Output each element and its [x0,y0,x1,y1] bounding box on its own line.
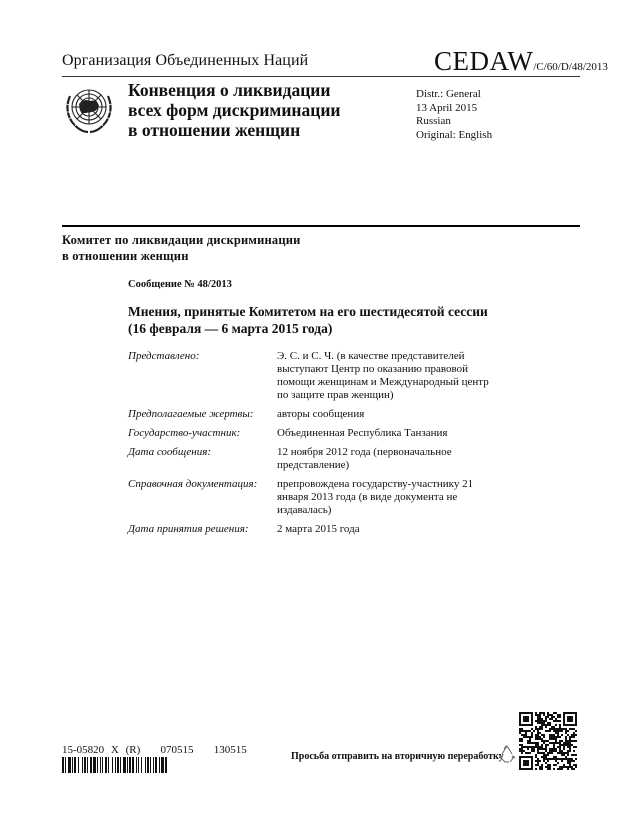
field-row-submitted-by [128,350,498,402]
header-rule [62,76,580,77]
distribution-block [416,88,492,142]
convention-title [128,80,341,140]
field-value: препровождена государству-участнику 21 января 2013 года (в виде документа не издавалась) [277,478,474,516]
case-details [128,350,498,542]
committee-name [62,232,301,264]
barcode-icon [62,757,236,773]
distribution-language: Russian [416,115,451,127]
distribution-date: 13 April 2015 [416,101,478,114]
views-title-line: (16 февраля — 6 марта 2015 года) [128,321,333,336]
field-value: 2 марта 2015 года [277,523,360,535]
field-label: Справочная документация: [128,478,258,490]
field-label: Предполагаемые жертвы: [128,408,254,420]
convention-title-line: Конвенция о ликвидации [128,80,331,100]
distribution-line: Distr.: General [416,88,481,100]
convention-title-line: всех форм дискриминации [128,100,341,120]
field-row-communication-date [128,446,498,472]
committee-line: Комитет по ликвидации дискриминации [62,233,301,247]
field-row-document-references [128,478,498,517]
communication-number: Сообщение № 48/2013 [128,279,232,290]
field-value: Объединенная Республика Танзания [277,427,448,439]
job-number: 15-05820 X (R) 070515 130515 [62,744,247,756]
convention-title-line: в отношении женщин [128,120,301,140]
qr-code-icon [519,712,577,770]
un-emblem-icon [62,82,116,136]
recycle-text: Просьба отправить на вторичную переработку [291,751,504,762]
views-title-line: Мнения, принятые Комитетом на его шестидесятой сессии [128,304,488,319]
views-title [128,303,488,337]
field-value: 12 ноября 2012 года (первоначальное представление) [277,446,452,471]
field-label: Дата принятия решения: [128,523,249,535]
field-label: Представлено: [128,350,200,362]
field-label: Дата сообщения: [128,446,212,458]
recycle-icon [496,743,518,765]
field-row-decision-date [128,523,498,536]
committee-line: в отношении женщин [62,249,189,263]
field-value: авторы сообщения [277,408,365,420]
field-row-state-party [128,427,498,440]
organization-name: Организация Объединенных Наций [62,52,309,69]
field-row-alleged-victims [128,408,498,421]
document-symbol-main: CEDAW [434,46,534,76]
document-symbol-suffix: /C/60/D/48/2013 [533,61,608,73]
document-symbol [434,46,608,77]
distribution-original: Original: English [416,128,493,141]
section-rule [62,225,580,227]
field-value: Э. С. и С. Ч. (в качестве представителей выступают Центр по оказанию правовой помощи женщинам и Международный центр по защите прав женщин) [277,350,489,401]
field-label: Государство-участник: [128,427,241,439]
